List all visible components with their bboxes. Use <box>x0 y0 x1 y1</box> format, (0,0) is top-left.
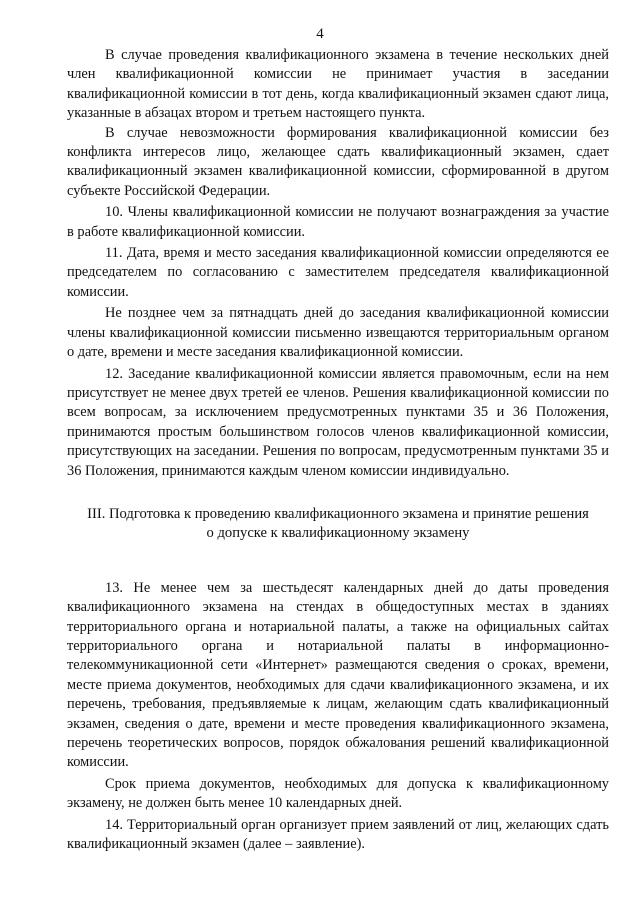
paragraph: В случае невозможности формирования квалификационной комиссии без конфликта интересов лицо, желающее сдать квалификационный экзамен, сдает квалификационный экзамен квалификационной комиссии, сформированной в другом субъекте Российской Федерации. <box>67 124 609 199</box>
paragraph-item-14: 14. Территориальный орган организует прием заявлений от лиц, желающих сдать квалификационный экзамен (далее – заявление). <box>67 816 609 853</box>
section-heading-line: III. Подготовка к проведению квалификационного экзамена и принятие решения <box>87 505 589 522</box>
page-number: 4 <box>316 26 324 42</box>
section-heading <box>67 505 609 544</box>
document-body <box>67 46 609 854</box>
paragraph-item-12: 12. Заседание квалификационной комиссии является правомочным, если на нем присутствует не менее двух третей ее членов. Решения квалификационной комиссии по всем вопросам, за исключением предусмотренных пунктами 35 и 36 Положения, принимаются простым большинством голосов членов квалификационной комиссии, присутствующих на заседании. Решения по вопросам, предусмотренным пунктами 35 и 36 Положения, принимаются каждым членом комиссии индивидуально. <box>67 365 609 479</box>
paragraph: Не позднее чем за пятнадцать дней до заседания квалификационной комиссии члены квалификационной комиссии письменно извещаются территориальным органом о дате, времени и месте заседания квалификационной комиссии. <box>67 305 609 361</box>
paragraph: В случае проведения квалификационного экзамена в течение нескольких дней член квалификационной комиссии не принимает участия в заседании квалификационной комиссии в тот день, когда квалификационный экзамен сдают лица, указанные в абзацах втором и третьем настоящего пункта. <box>67 47 609 122</box>
paragraph-item-13: 13. Не менее чем за шестьдесят календарных дней до даты проведения квалификационного экзамена на стендах в общедоступных местах в зданиях территориального органа и нотариальной палаты, а также на официальных сайтах территориального органа и нотариальной палаты в информационно-телекоммуникационной сети «Интернет» размещаются сведения о сроках, времени, месте приема документов, необходимых для сдачи квалификационного экзамена, и их перечень, требования, предъявляемые к лицам, желающим сдать квалификационный экзамен, сведения о дате, времени и месте проведения квалификационного экзамена, перечень теоретических вопросов, порядок обжалования решений квалификационной комиссии. <box>67 579 609 771</box>
paragraph-item-11: 11. Дата, время и место заседания квалификационной комиссии определяются ее председателем по согласованию с заместителем председателя квалификационной комиссии. <box>67 245 609 300</box>
paragraph: Срок приема документов, необходимых для допуска к квалификационному экзамену, не должен быть менее 10 календарных дней. <box>67 775 609 812</box>
section-heading-line: о допуске к квалификационному экзамену <box>206 525 470 542</box>
paragraph-item-10: 10. Члены квалификационной комиссии не получают вознаграждения за участие в работе квалификационной комиссии. <box>67 204 609 240</box>
